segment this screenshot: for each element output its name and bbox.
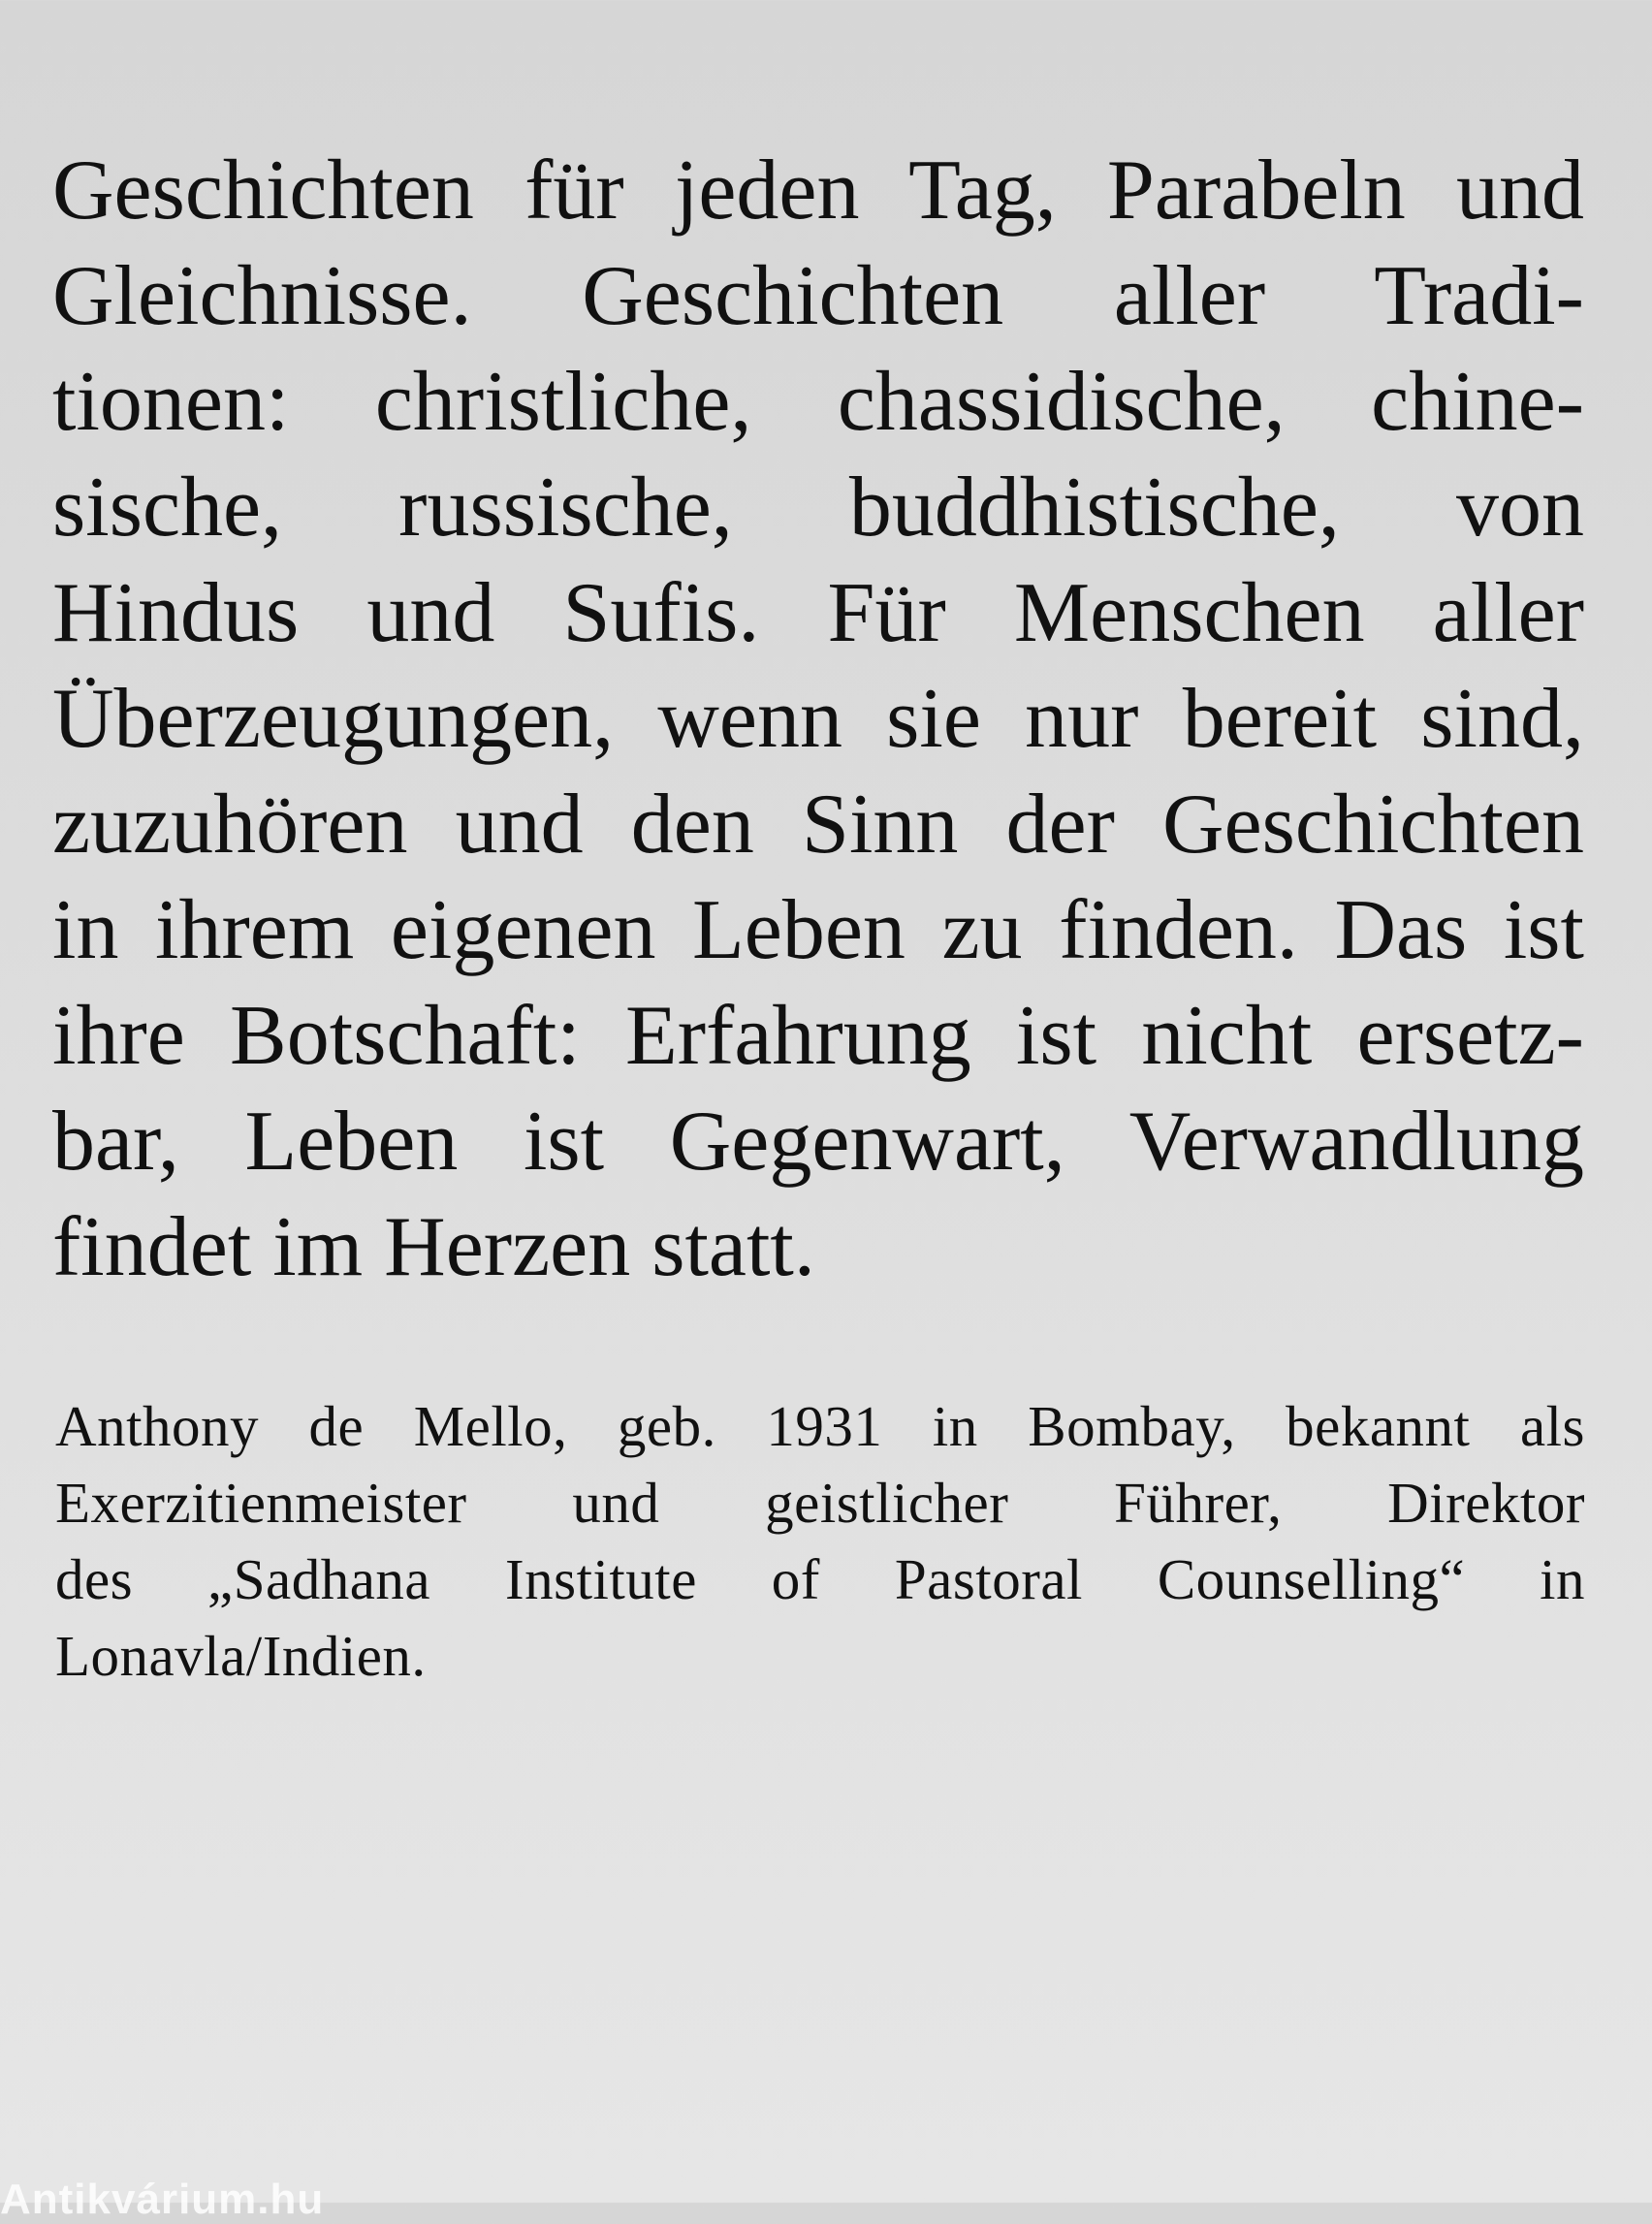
- blurb-line: tionen: christliche, chassidische, chine-: [52, 355, 1584, 449]
- book-blurb: [52, 138, 1584, 1300]
- blurb-line: Gleichnisse. Geschichten aller Tradi-: [52, 249, 1584, 343]
- blurb-line: bar, Leben ist Gegenwart, Verwandlung: [52, 1095, 1584, 1189]
- blurb-line: Geschichten für jeden Tag, Parabeln und: [52, 143, 1584, 238]
- blurb-line: findet im Herzen statt.: [52, 1200, 815, 1294]
- blurb-line: in ihrem eigenen Leben zu finden. Das ist: [52, 883, 1584, 977]
- author-bio-line: des „Sadhana Institute of Pastoral Counselling“ in: [55, 1547, 1585, 1611]
- author-bio-line: Exerzitienmeister und geistlicher Führer, Direktor: [55, 1471, 1585, 1535]
- blurb-line: Überzeugungen, wenn sie nur bereit sind,: [52, 672, 1584, 766]
- blurb-line: Hindus und Sufis. Für Menschen aller: [52, 566, 1584, 660]
- blurb-line: sische, russische, buddhistische, von: [52, 461, 1584, 555]
- author-bio-line: Anthony de Mello, geb. 1931 in Bombay, bekannt als: [55, 1394, 1585, 1458]
- watermark: Antikvárium.hu: [0, 2176, 325, 2223]
- author-bio: [55, 1388, 1585, 1695]
- blurb-line: zuzuhören und den Sinn der Geschichten: [52, 778, 1584, 872]
- author-bio-line: Lonavla/Indien.: [55, 1624, 427, 1688]
- blurb-line: ihre Botschaft: Erfahrung ist nicht ersetz-: [52, 989, 1584, 1083]
